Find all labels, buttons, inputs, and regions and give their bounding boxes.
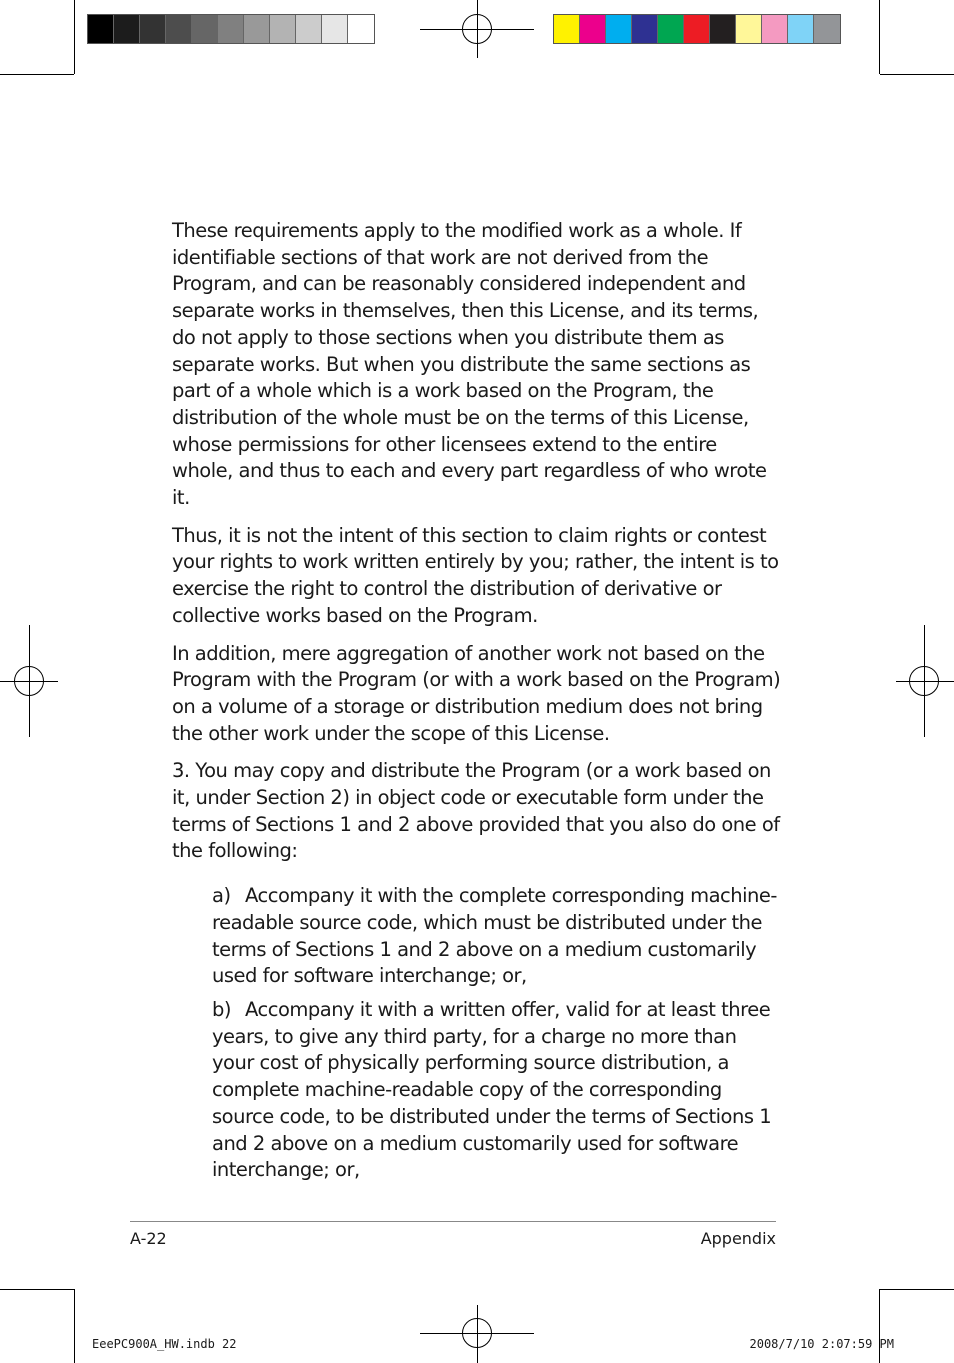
process-color-bar [553,14,841,44]
color-swatch [166,15,192,43]
color-swatch [606,15,632,43]
footer-divider [130,1221,776,1222]
list-item [212,883,782,990]
color-swatch [218,15,244,43]
color-swatch [348,15,374,43]
list-item-text: Accompany it with the complete corresponding machine-readable source code, which must be distributed under the terms of Sections 1 and 2 above on a medium customarily used for software interchange; or, [212,884,777,988]
list-item-label: a) [212,884,231,908]
paragraph-intent: Thus, it is not the intent of this section to claim rights or contest your rights to work written entirely by you; rather, the intent is to exercise the right to control the distribution of derivative or collective works based on the Program. [172,523,779,627]
sub-list [212,883,782,1184]
color-swatch [140,15,166,43]
color-swatch [658,15,684,43]
page-number: A-22 [130,1229,167,1248]
color-swatch [736,15,762,43]
color-swatch [322,15,348,43]
paragraph-section-3: 3. You may copy and distribute the Program (or a work based on it, under Section 2) in object code or executable form under the terms of Sections 1 and 2 above provided that you also do one of the following: [172,759,780,863]
color-swatch [244,15,270,43]
color-swatch [296,15,322,43]
color-swatch [114,15,140,43]
color-swatch [88,15,114,43]
color-swatch [814,15,840,43]
color-swatch [270,15,296,43]
list-item-label: b) [212,997,231,1021]
color-swatch [762,15,788,43]
color-swatch [684,15,710,43]
section-name: Appendix [700,1229,776,1248]
color-swatch [710,15,736,43]
color-swatch [788,15,814,43]
color-swatch [192,15,218,43]
list-item [212,997,782,1184]
grayscale-color-bar [87,14,375,44]
color-swatch [580,15,606,43]
slug-timestamp: 2008/7/10 2:07:59 PM [749,1337,894,1351]
document-body [172,218,782,1191]
paragraph-modified-work: These requirements apply to the modified work as a whole. If identifiable sections of that work are not derived from the Program, and can be reasonably considered independent and separate works in themselves, then this License, and its terms, do not apply to those sections when you distribute them as separate works. But when you distribute the same sections as part of a whole which is a work based on the Program, the distribution of the whole must be on the terms of this License, whose permissions for other licensees extend to the entire whole, and thus to each and every part regardless of who wrote it. [172,219,767,510]
color-swatch [554,15,580,43]
list-item-text: Accompany it with a written offer, valid for at least three years, to give any third party, for a charge no more than your cost of physically performing source distribution, a complete machine-readable copy of the corresponding source code, to be distributed under the terms of Sections 1 and 2 above on a medium customarily used for software interchange; or, [212,997,772,1182]
paragraph-aggregation: In addition, mere aggregation of another work not based on the Program with the Program (or with a work based on the Program) on a volume of a storage or distribution medium does not bring the other work under the scope of this License. [172,641,781,745]
slug-filename: EeePC900A_HW.indb 22 [92,1337,237,1351]
color-swatch [632,15,658,43]
